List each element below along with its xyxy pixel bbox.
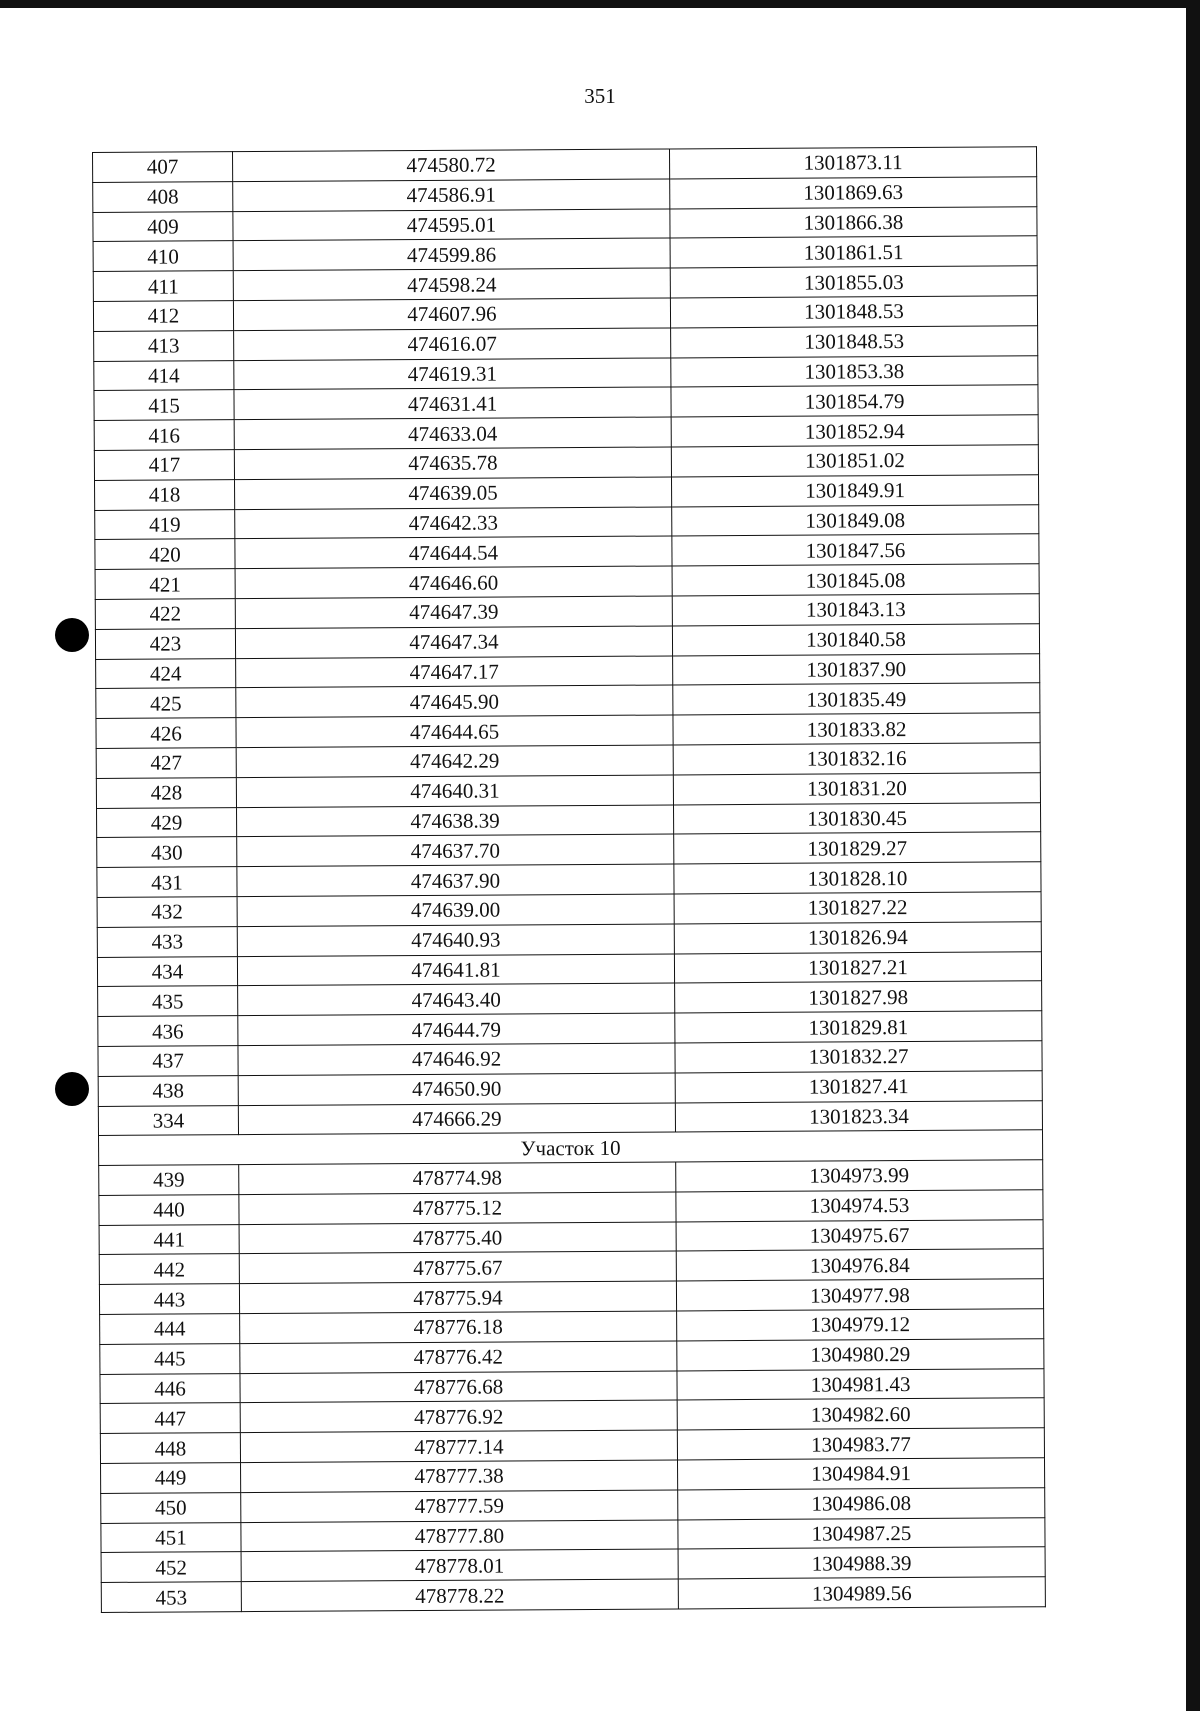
x-coordinate-cell: 474635.78 xyxy=(234,447,671,479)
y-coordinate-cell: 1301835.49 xyxy=(673,683,1040,715)
y-coordinate-cell: 1301831.20 xyxy=(673,772,1040,804)
x-coordinate-cell: 474595.01 xyxy=(233,209,670,241)
punch-hole xyxy=(55,1072,89,1106)
y-coordinate-cell: 1301829.81 xyxy=(675,1011,1042,1043)
y-coordinate-cell: 1301861.51 xyxy=(670,236,1037,268)
x-coordinate-cell: 478775.12 xyxy=(239,1192,676,1224)
x-coordinate-cell: 474616.07 xyxy=(234,328,671,360)
x-coordinate-cell: 474666.29 xyxy=(238,1102,675,1134)
point-number-cell: 435 xyxy=(98,986,238,1017)
y-coordinate-cell: 1301853.38 xyxy=(671,355,1038,387)
table-body-after-section xyxy=(99,1160,1046,1613)
y-coordinate-cell: 1301848.53 xyxy=(671,326,1038,358)
table-body-before-section xyxy=(93,147,1043,1136)
point-number-cell: 422 xyxy=(95,599,235,630)
point-number-cell: 436 xyxy=(98,1016,238,1047)
y-coordinate-cell: 1304989.56 xyxy=(678,1577,1045,1609)
x-coordinate-cell: 478778.22 xyxy=(241,1579,678,1611)
point-number-cell: 418 xyxy=(95,479,235,510)
point-number-cell: 450 xyxy=(101,1492,241,1523)
x-coordinate-cell: 478778.01 xyxy=(241,1549,678,1581)
y-coordinate-cell: 1301851.02 xyxy=(671,445,1038,477)
y-coordinate-cell: 1301852.94 xyxy=(671,415,1038,447)
x-coordinate-cell: 478775.40 xyxy=(239,1222,676,1254)
x-coordinate-cell: 474642.33 xyxy=(235,507,672,539)
point-number-cell: 434 xyxy=(97,956,237,987)
point-number-cell: 451 xyxy=(101,1522,241,1553)
x-coordinate-cell: 478775.67 xyxy=(239,1251,676,1283)
point-number-cell: 437 xyxy=(98,1046,238,1077)
x-coordinate-cell: 474645.90 xyxy=(236,685,673,717)
x-coordinate-cell: 474647.34 xyxy=(235,626,672,658)
point-number-cell: 438 xyxy=(98,1075,238,1106)
x-coordinate-cell: 474641.81 xyxy=(237,953,674,985)
x-coordinate-cell: 474646.60 xyxy=(235,566,672,598)
section-title: Участок 10 xyxy=(99,1130,1043,1166)
point-number-cell: 417 xyxy=(94,450,234,481)
table-row xyxy=(101,1577,1045,1613)
point-number-cell: 409 xyxy=(93,211,233,242)
x-coordinate-cell: 478777.59 xyxy=(241,1490,678,1522)
point-number-cell: 425 xyxy=(96,688,236,719)
x-coordinate-cell: 474644.54 xyxy=(235,536,672,568)
point-number-cell: 442 xyxy=(99,1254,239,1285)
y-coordinate-cell: 1301849.08 xyxy=(672,504,1039,536)
point-number-cell: 408 xyxy=(93,181,233,212)
y-coordinate-cell: 1301827.41 xyxy=(675,1070,1042,1102)
y-coordinate-cell: 1304988.39 xyxy=(678,1547,1045,1579)
x-coordinate-cell: 474639.05 xyxy=(235,477,672,509)
point-number-cell: 428 xyxy=(96,777,236,808)
x-coordinate-cell: 474640.93 xyxy=(237,924,674,956)
y-coordinate-cell: 1301833.82 xyxy=(673,713,1040,745)
x-coordinate-cell: 478777.38 xyxy=(241,1460,678,1492)
point-number-cell: 440 xyxy=(99,1195,239,1226)
y-coordinate-cell: 1304983.77 xyxy=(677,1428,1044,1460)
point-number-cell: 415 xyxy=(94,390,234,421)
y-coordinate-cell: 1301848.53 xyxy=(670,296,1037,328)
point-number-cell: 407 xyxy=(93,152,233,183)
point-number-cell: 414 xyxy=(94,360,234,391)
point-number-cell: 441 xyxy=(99,1224,239,1255)
point-number-cell: 453 xyxy=(101,1582,241,1613)
point-number-cell: 413 xyxy=(94,330,234,361)
point-number-cell: 452 xyxy=(101,1552,241,1583)
x-coordinate-cell: 474638.39 xyxy=(237,804,674,836)
x-coordinate-cell: 474631.41 xyxy=(234,387,671,419)
point-number-cell: 449 xyxy=(101,1463,241,1494)
y-coordinate-cell: 1304987.25 xyxy=(678,1517,1045,1549)
x-coordinate-cell: 478775.94 xyxy=(239,1281,676,1313)
x-coordinate-cell: 478776.42 xyxy=(240,1341,677,1373)
y-coordinate-cell: 1301855.03 xyxy=(670,266,1037,298)
y-coordinate-cell: 1304980.29 xyxy=(677,1339,1044,1371)
y-coordinate-cell: 1301854.79 xyxy=(671,385,1038,417)
x-coordinate-cell: 474633.04 xyxy=(234,417,671,449)
y-coordinate-cell: 1301873.11 xyxy=(669,147,1036,179)
y-coordinate-cell: 1301830.45 xyxy=(673,802,1040,834)
y-coordinate-cell: 1301869.63 xyxy=(670,177,1037,209)
point-number-cell: 433 xyxy=(97,926,237,957)
y-coordinate-cell: 1301840.58 xyxy=(672,623,1039,655)
x-coordinate-cell: 474642.29 xyxy=(236,745,673,777)
coordinates-table xyxy=(92,146,1046,1613)
y-coordinate-cell: 1304986.08 xyxy=(678,1488,1045,1520)
y-coordinate-cell: 1301829.27 xyxy=(674,832,1041,864)
point-number-cell: 426 xyxy=(96,718,236,749)
y-coordinate-cell: 1301823.34 xyxy=(675,1100,1042,1132)
y-coordinate-cell: 1304981.43 xyxy=(677,1368,1044,1400)
point-number-cell: 439 xyxy=(99,1165,239,1196)
y-coordinate-cell: 1301843.13 xyxy=(672,594,1039,626)
point-number-cell: 412 xyxy=(93,301,233,332)
y-coordinate-cell: 1304984.91 xyxy=(678,1458,1045,1490)
x-coordinate-cell: 474646.92 xyxy=(238,1043,675,1075)
x-coordinate-cell: 474598.24 xyxy=(233,268,670,300)
x-coordinate-cell: 474644.79 xyxy=(238,1013,675,1045)
point-number-cell: 423 xyxy=(95,628,235,659)
x-coordinate-cell: 474640.31 xyxy=(236,775,673,807)
point-number-cell: 445 xyxy=(100,1343,240,1374)
point-number-cell: 448 xyxy=(100,1433,240,1464)
x-coordinate-cell: 474650.90 xyxy=(238,1073,675,1105)
y-coordinate-cell: 1304979.12 xyxy=(677,1309,1044,1341)
point-number-cell: 432 xyxy=(97,897,237,928)
x-coordinate-cell: 474639.00 xyxy=(237,894,674,926)
y-coordinate-cell: 1301845.08 xyxy=(672,564,1039,596)
x-coordinate-cell: 478776.92 xyxy=(240,1400,677,1432)
y-coordinate-cell: 1301827.22 xyxy=(674,892,1041,924)
x-coordinate-cell: 474643.40 xyxy=(238,983,675,1015)
point-number-cell: 431 xyxy=(97,867,237,898)
y-coordinate-cell: 1301832.16 xyxy=(673,743,1040,775)
y-coordinate-cell: 1301847.56 xyxy=(672,534,1039,566)
x-coordinate-cell: 474637.90 xyxy=(237,864,674,896)
point-number-cell: 410 xyxy=(93,241,233,272)
x-coordinate-cell: 474619.31 xyxy=(234,358,671,390)
x-coordinate-cell: 474586.91 xyxy=(233,179,670,211)
point-number-cell: 420 xyxy=(95,539,235,570)
point-number-cell: 430 xyxy=(97,837,237,868)
point-number-cell: 446 xyxy=(100,1373,240,1404)
point-number-cell: 419 xyxy=(95,509,235,540)
point-number-cell: 424 xyxy=(96,658,236,689)
punch-hole xyxy=(55,618,89,652)
y-coordinate-cell: 1301828.10 xyxy=(674,862,1041,894)
x-coordinate-cell: 474647.39 xyxy=(235,596,672,628)
y-coordinate-cell: 1301827.21 xyxy=(674,951,1041,983)
point-number-cell: 334 xyxy=(98,1105,238,1136)
y-coordinate-cell: 1304974.53 xyxy=(676,1190,1043,1222)
y-coordinate-cell: 1301832.27 xyxy=(675,1041,1042,1073)
point-number-cell: 447 xyxy=(100,1403,240,1434)
point-number-cell: 429 xyxy=(97,807,237,838)
y-coordinate-cell: 1304982.60 xyxy=(677,1398,1044,1430)
x-coordinate-cell: 474580.72 xyxy=(233,149,670,181)
x-coordinate-cell: 474637.70 xyxy=(237,834,674,866)
x-coordinate-cell: 474647.17 xyxy=(236,656,673,688)
y-coordinate-cell: 1301837.90 xyxy=(673,653,1040,685)
x-coordinate-cell: 478777.14 xyxy=(240,1430,677,1462)
x-coordinate-cell: 474644.65 xyxy=(236,715,673,747)
scan-border-top xyxy=(0,0,1200,8)
y-coordinate-cell: 1304973.99 xyxy=(676,1160,1043,1192)
x-coordinate-cell: 478776.68 xyxy=(240,1371,677,1403)
y-coordinate-cell: 1304977.98 xyxy=(676,1279,1043,1311)
x-coordinate-cell: 478777.80 xyxy=(241,1520,678,1552)
x-coordinate-cell: 474599.86 xyxy=(233,238,670,270)
point-number-cell: 421 xyxy=(95,569,235,600)
point-number-cell: 444 xyxy=(100,1314,240,1345)
point-number-cell: 427 xyxy=(96,748,236,779)
x-coordinate-cell: 478774.98 xyxy=(239,1162,676,1194)
y-coordinate-cell: 1304976.84 xyxy=(676,1249,1043,1281)
x-coordinate-cell: 474607.96 xyxy=(233,298,670,330)
y-coordinate-cell: 1301866.38 xyxy=(670,206,1037,238)
scan-border-right xyxy=(1186,0,1200,1711)
x-coordinate-cell: 478776.18 xyxy=(240,1311,677,1343)
y-coordinate-cell: 1301849.91 xyxy=(671,474,1038,506)
y-coordinate-cell: 1304975.67 xyxy=(676,1219,1043,1251)
point-number-cell: 416 xyxy=(94,420,234,451)
y-coordinate-cell: 1301826.94 xyxy=(674,921,1041,953)
y-coordinate-cell: 1301827.98 xyxy=(675,981,1042,1013)
point-number-cell: 411 xyxy=(93,271,233,302)
page-number: 351 xyxy=(584,84,616,108)
point-number-cell: 443 xyxy=(99,1284,239,1315)
